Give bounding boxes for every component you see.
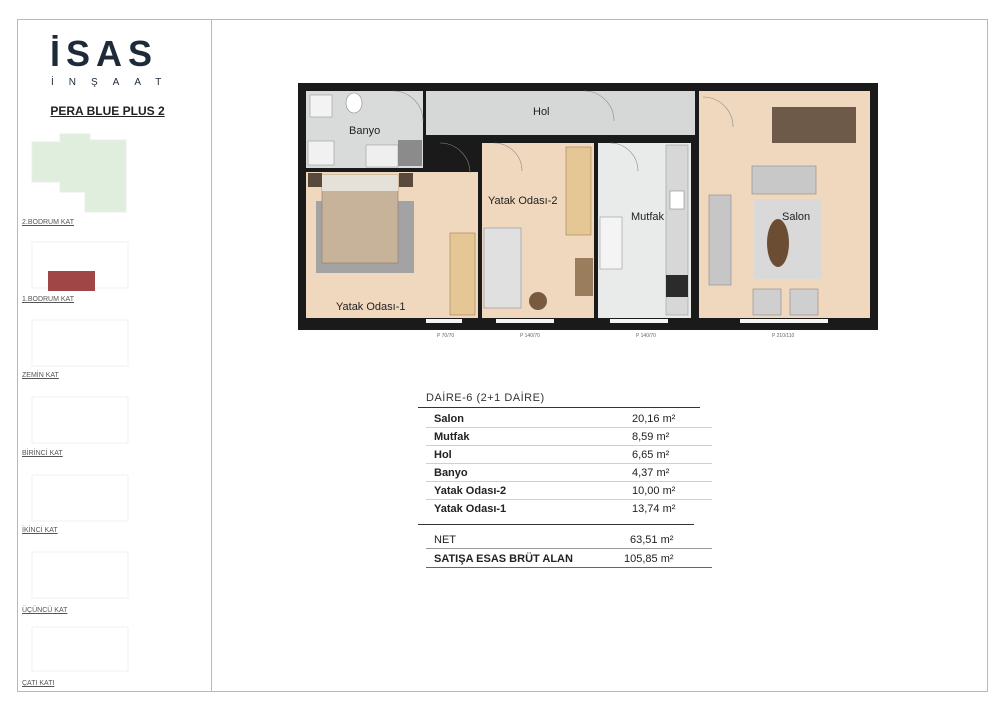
single-bed-icon: [484, 228, 521, 308]
sink-icon: [398, 140, 422, 166]
sofa-icon: [752, 166, 816, 194]
floor-thumb-cati[interactable]: [30, 625, 132, 675]
row-value: 13,74 m²: [632, 503, 676, 515]
floor-link-2-bodrum[interactable]: 2.BODRUM KAT: [22, 219, 74, 226]
window-dim-4: P 210/110: [772, 333, 795, 339]
table-row: [434, 482, 704, 500]
row-label: Hol: [434, 449, 452, 461]
wardrobe-icon: [450, 233, 475, 315]
window-1: [426, 319, 462, 323]
desk-icon: [575, 258, 593, 296]
floor-link-birinci[interactable]: BİRİNCİ KAT: [22, 450, 63, 457]
floor-thumb-2-bodrum[interactable]: [30, 132, 132, 214]
window-dim-2: P 140/70: [520, 333, 540, 339]
window-2: [496, 319, 554, 323]
stove-icon: [666, 275, 688, 297]
row-label: Yatak Odası-1: [434, 503, 507, 515]
floor-thumb-ikinci[interactable]: [30, 473, 132, 525]
table-row: [434, 410, 704, 428]
net-row: [434, 531, 704, 549]
brand-subtitle: İNŞAAT: [51, 77, 177, 88]
wardrobe-icon: [566, 147, 591, 235]
row-label: Mutfak: [434, 431, 470, 443]
sofa-icon: [709, 195, 731, 285]
label-hol: Hol: [533, 106, 550, 118]
table-title: DAİRE-6 (2+1 DAİRE): [426, 392, 545, 404]
row-value: 8,59 m²: [632, 431, 670, 443]
row-label: Salon: [434, 413, 464, 425]
toilet-icon: [310, 95, 332, 117]
table-top-rule: [418, 407, 700, 408]
nightstand-icon: [308, 173, 322, 187]
window-dim-3: P 140/70: [636, 333, 656, 339]
floor-link-ucuncu[interactable]: ÜÇÜNCÜ KAT: [22, 607, 68, 614]
window-dim-1: P 70/70: [437, 333, 455, 339]
gross-label: SATIŞA ESAS BRÜT ALAN: [434, 553, 573, 565]
window-3: [610, 319, 668, 323]
washing-machine-icon: [308, 141, 334, 165]
floor-thumb-birinci[interactable]: [30, 395, 132, 447]
armchair-icon: [753, 289, 781, 315]
nightstand-icon: [399, 173, 413, 187]
net-label: NET: [434, 534, 456, 546]
row-divider: [426, 548, 712, 549]
floor-thumb-1-bodrum[interactable]: [30, 240, 132, 292]
gross-value: 105,85 m²: [624, 553, 674, 565]
brand-logo: İSAS: [50, 33, 159, 74]
kitchen-table-icon: [600, 217, 622, 269]
row-value: 6,65 m²: [632, 449, 670, 461]
net-value: 63,51 m²: [630, 534, 674, 546]
shower-icon: [366, 145, 398, 167]
table-mid-rule: [418, 524, 694, 525]
highlighted-unit[interactable]: [48, 271, 95, 291]
floor-thumb-ucuncu[interactable]: [30, 550, 132, 602]
pillow-icon: [322, 175, 398, 191]
dining-table-icon: [772, 107, 856, 143]
floor-plan: [298, 83, 878, 330]
table-row: [434, 428, 704, 446]
label-yatak-odasi-1: Yatak Odası-1: [336, 301, 406, 313]
side-table-icon: [529, 292, 547, 310]
table-row: [434, 446, 704, 464]
window-4: [740, 319, 828, 323]
armchair-icon: [790, 289, 818, 315]
gross-row: [434, 550, 704, 568]
kitchen-sink-icon: [670, 191, 684, 209]
label-mutfak: Mutfak: [631, 211, 665, 223]
floor-link-zemin[interactable]: ZEMİN KAT: [22, 372, 59, 379]
floor-link-1-bodrum[interactable]: 1.BODRUM KAT: [22, 296, 74, 303]
floor-link-cati[interactable]: ÇATI KATI: [22, 680, 55, 687]
floor-link-ikinci[interactable]: İKİNCİ KAT: [22, 527, 58, 534]
project-title: PERA BLUE PLUS 2: [50, 104, 165, 118]
label-salon: Salon: [782, 211, 811, 223]
label-banyo: Banyo: [349, 125, 381, 137]
label-yatak-odasi-2: Yatak Odası-2: [488, 195, 558, 207]
floor-thumb-zemin[interactable]: [30, 318, 132, 370]
table-row: [434, 464, 704, 482]
row-label: Banyo: [434, 467, 468, 479]
toilet-bowl-icon: [346, 93, 362, 113]
row-value: 10,00 m²: [632, 485, 676, 497]
row-label: Yatak Odası-2: [434, 485, 507, 497]
row-divider: [426, 567, 712, 568]
row-value: 4,37 m²: [632, 467, 670, 479]
row-value: 20,16 m²: [632, 413, 676, 425]
table-row: [434, 500, 704, 518]
coffee-table-icon: [767, 219, 789, 267]
room-hol[interactable]: [426, 91, 695, 135]
